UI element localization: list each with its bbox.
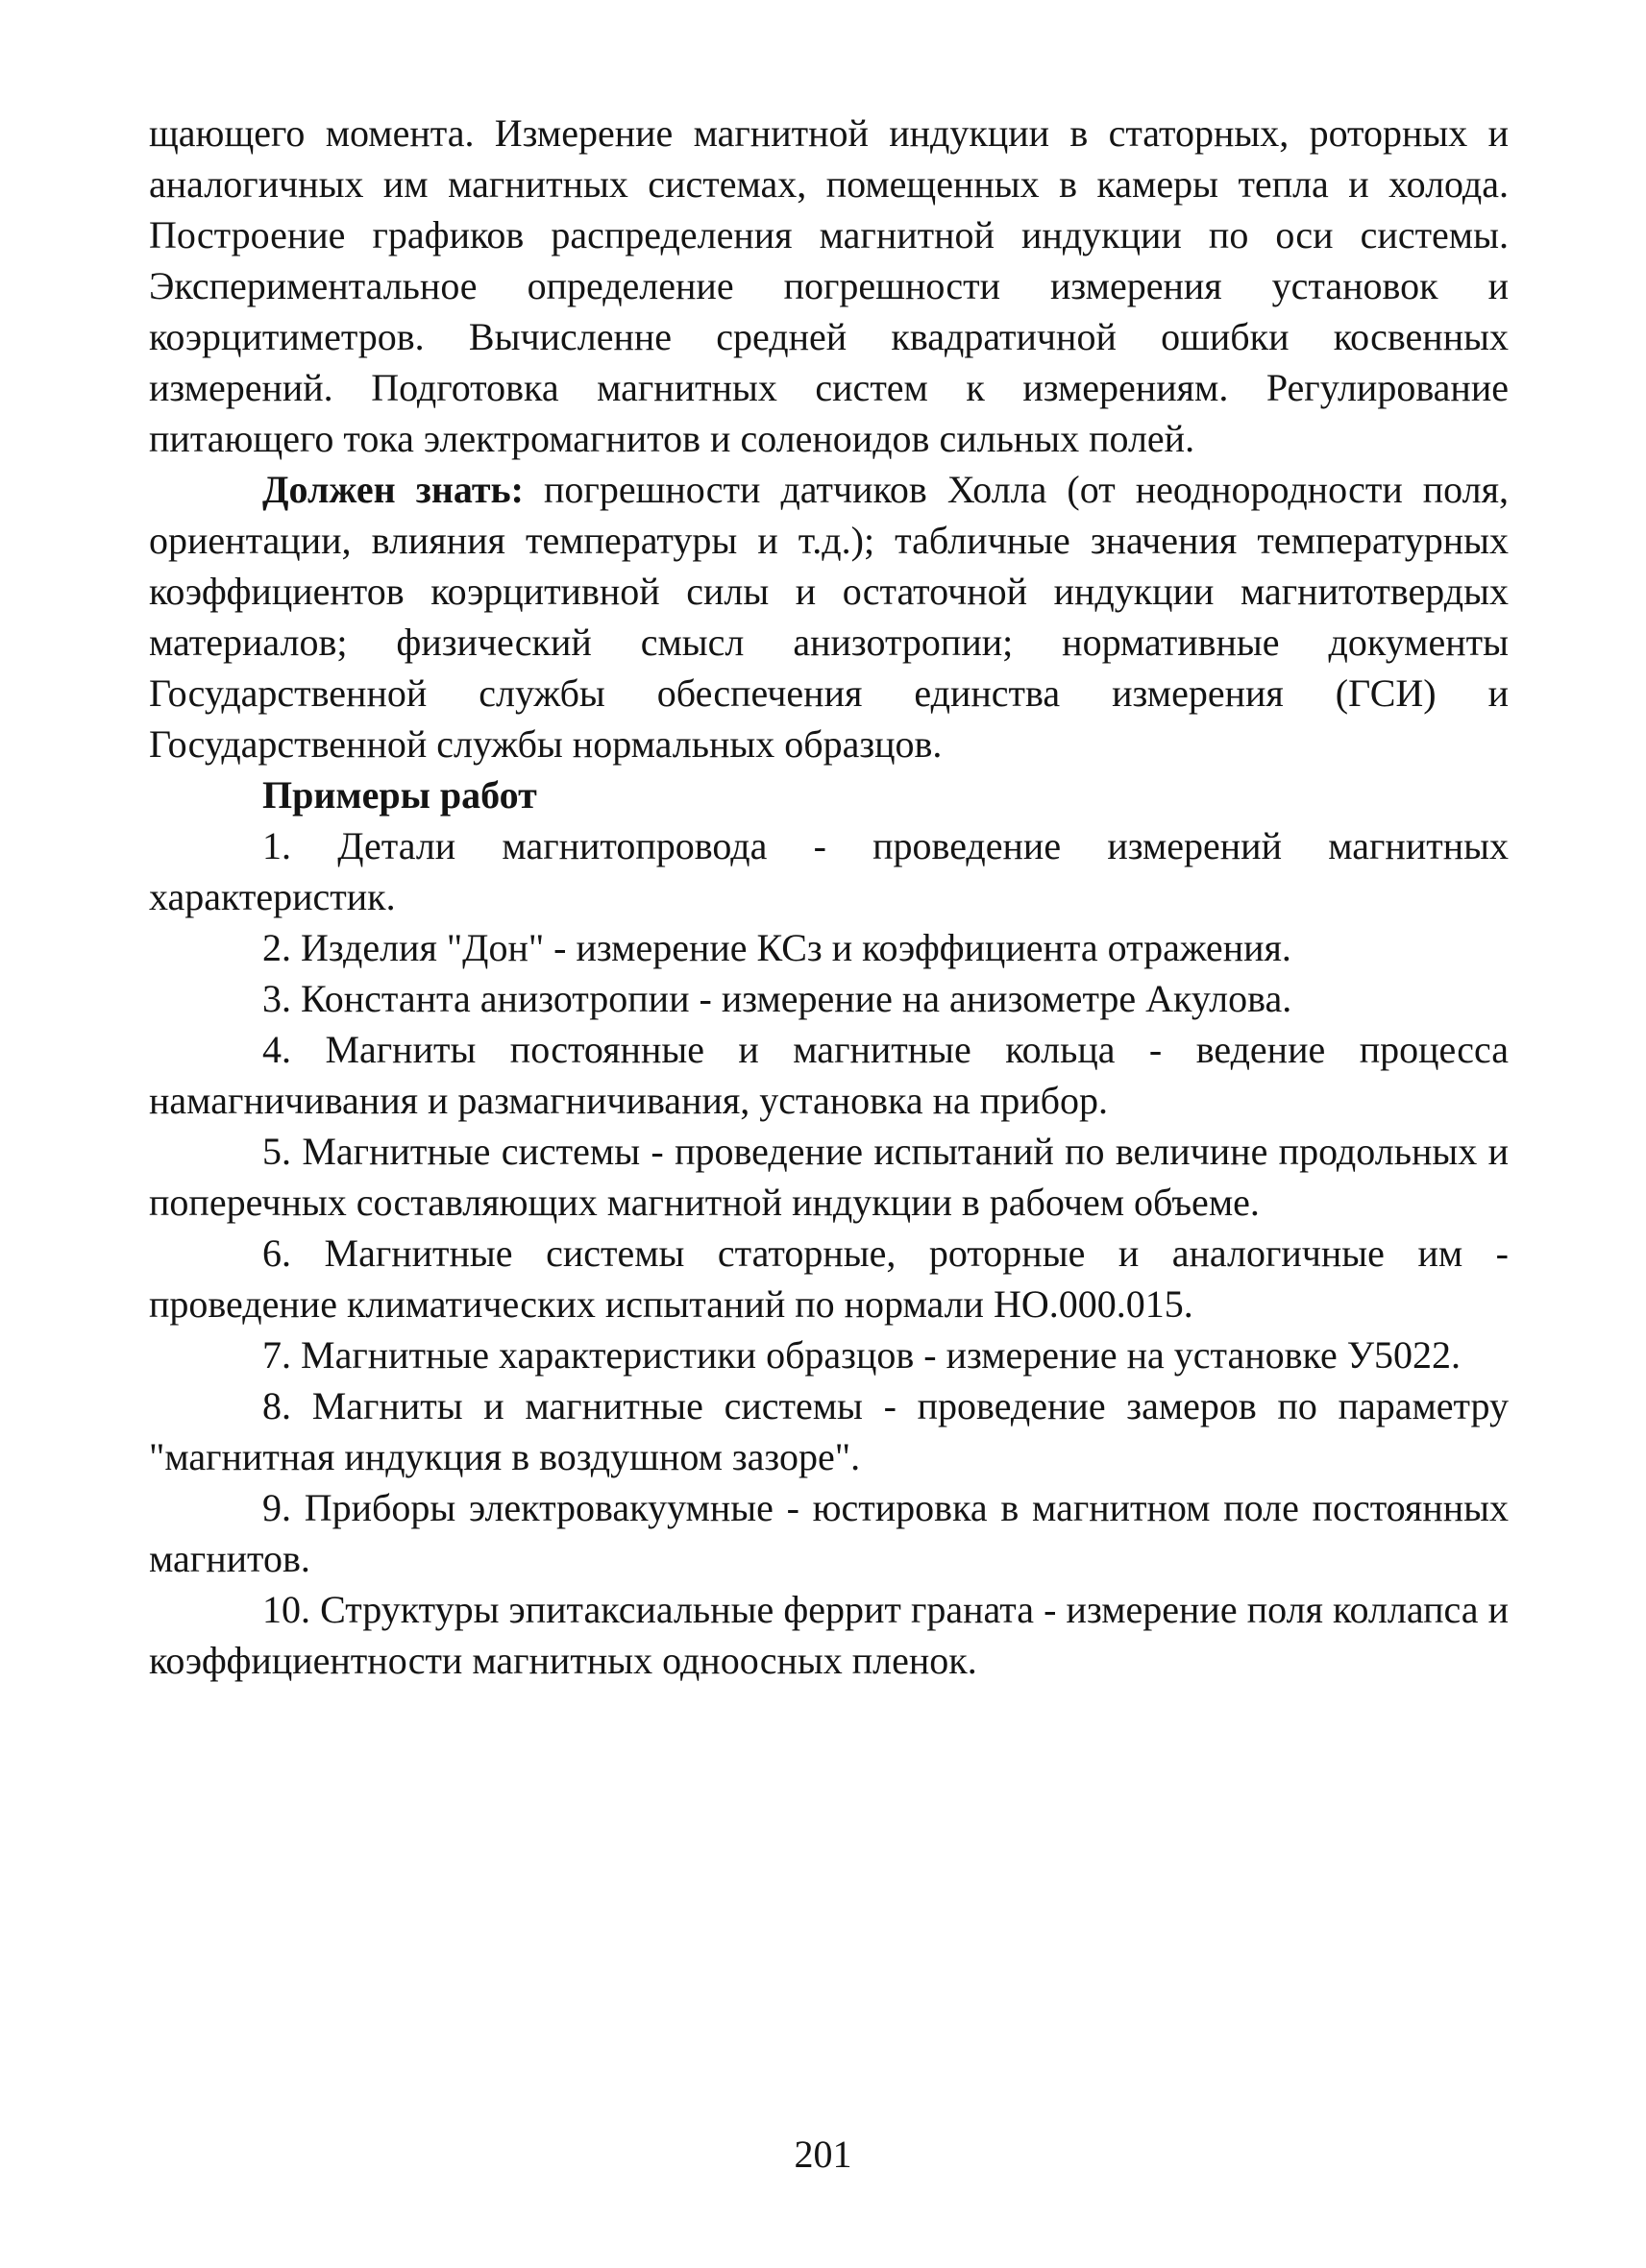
must-know-label: Должен знать:: [262, 468, 524, 511]
example-item-3: 3. Константа анизотропии - измерение на анизометре Акулова.: [262, 977, 1292, 1020]
example-item-1: 1. Детали магнитопровода - проведение измерений магнитных характеристик.: [149, 824, 1509, 918]
must-know-paragraph: [149, 464, 1509, 769]
intro-paragraph: щающего момента. Измерение магнитной индукции в статорных, роторных и аналогичных им магнитных системах, помещенных в камеры тепла и холода. Построение графиков распределения магнитной индукции по оси системы. Экспериментальное определение погрешности измерения установок и коэрцитиметров. Вычисленне средней квадратичной ошибки косвенных измерений. Подготовка магнитных систем к измерениям. Регулирование питающего тока электромагнитов и соленоидов сильных полей.: [149, 111, 1509, 460]
body-text: [149, 108, 1509, 1686]
example-item-5: 5. Магнитные системы - проведение испытаний по величине продольных и поперечных составляющих магнитной индукции в рабочем объеме.: [149, 1130, 1509, 1224]
must-know-text: погрешности датчиков Холла (от неоднородности поля, ориентации, влияния температуры и т.д.); табличные значения температурных коэффициентов коэрцитивной силы и остаточной индукции магнитотвердых материалов; физический смысл анизотропии; нормативные документы Государственной службы обеспечения единства измерения (ГСИ) и Государственной службы нормальных образцов.: [149, 468, 1510, 766]
example-item-4: 4. Магниты постоянные и магнитные кольца - ведение процесса намагничивания и размагничивания, установка на прибор.: [149, 1028, 1509, 1122]
example-item-9: 9. Приборы электровакуумные - юстировка в магнитном поле постоянных магнитов.: [149, 1486, 1509, 1580]
example-item-10: 10. Структуры эпитаксиальные феррит граната - измерение поля коллапса и коэффициентности магнитных одноосных пленок.: [149, 1588, 1509, 1682]
example-item-8: 8. Магниты и магнитные системы - проведение замеров по параметру "магнитная индукция в воздушном зазоре".: [149, 1384, 1509, 1478]
examples-heading: Примеры работ: [262, 773, 537, 817]
example-item-7: 7. Магнитные характеристики образцов - измерение на установке У5022.: [262, 1333, 1462, 1377]
example-item-6: 6. Магнитные системы статорные, роторные и аналогичные им - проведение климатических испытаний по нормали НО.000.015.: [149, 1232, 1509, 1326]
example-item-2: 2. Изделия "Дон" - измерение КСз и коэффициента отражения.: [262, 926, 1291, 969]
page-number: 201: [794, 2133, 852, 2176]
